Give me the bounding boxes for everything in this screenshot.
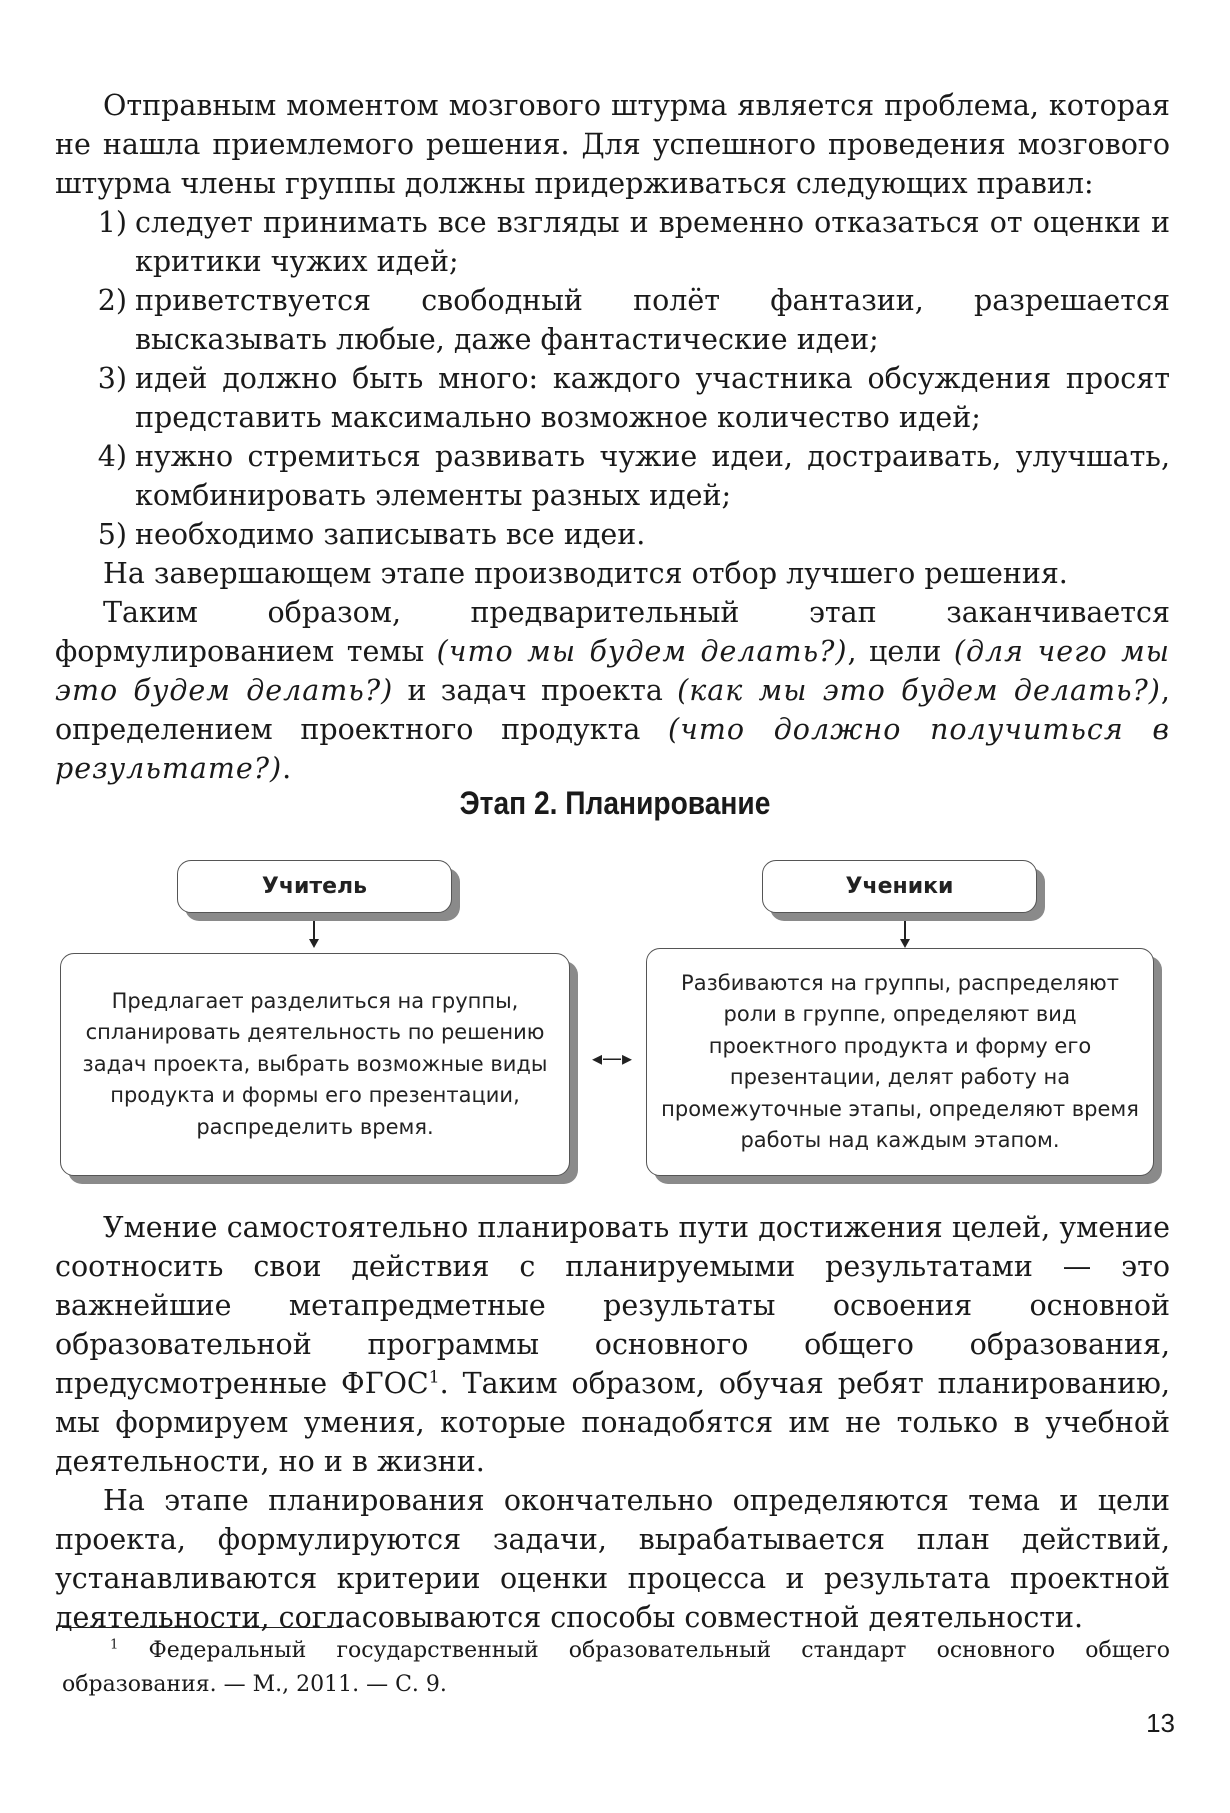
- footnote-divider: [62, 1627, 342, 1628]
- page-number: 13: [1146, 1708, 1175, 1738]
- footnote: $^1$ Федеральный государственный образовательный стандарт основного общего образования. — М., 2011. — С. 9.: [62, 1637, 1170, 1697]
- teacher-description-box: Предлагает разделиться на группы, спланировать деятельность по решению задач проекта, выбрать возможные виды продукта и формы его презентации, распределить время.: [60, 953, 570, 1176]
- teacher-connector: [313, 921, 315, 939]
- students-header-box: Ученики: [762, 860, 1037, 913]
- footnote-ref: 1: [428, 1367, 440, 1388]
- body-text: [55, 1208, 1170, 1637]
- intro-paragraph: Отправным моментом мозгового штурма является проблема, которая не нашла приемлемого решения. Для успешного проведения мозгового штурма члены группы должны придерживаться следующих правил:: [55, 89, 1170, 200]
- intro-text: [55, 86, 1170, 788]
- rule-item: 4) нужно стремиться развивать чужие идеи, достраивать, улучшать, комбинировать элементы разных идей;: [97, 440, 1170, 512]
- final-stage-paragraph: На завершающем этапе производится отбор лучшего решения.: [103, 557, 1068, 590]
- section-title: Этап 2. Планирование: [459, 785, 771, 821]
- students-connector: [904, 921, 906, 939]
- rule-item: 2) приветствуется свободный полёт фантазии, разрешается высказывать любые, даже фантастические идеи;: [97, 284, 1170, 356]
- body-paragraph-2: На этапе планирования окончательно определяются тема и цели проекта, формулируются задачи, вырабатывается план действий, устанавливаются критерии оценки процесса и результата проектной деятельности, согласовываются способы совместной деятельности.: [55, 1484, 1170, 1634]
- teacher-arrowhead-icon: [309, 939, 319, 948]
- double-arrow-icon: ◂—▸: [591, 1046, 633, 1070]
- students-arrowhead-icon: [900, 939, 910, 948]
- rule-item: 3) идей должно быть много: каждого участника обсуждения просят представить максимально возможное количество идей;: [97, 362, 1170, 434]
- teacher-header-box: Учитель: [177, 860, 452, 913]
- rule-item: 1) следует принимать все взгляды и временно отказаться от оценки и критики чужих идей;: [97, 206, 1170, 278]
- summary-paragraph: Таким образом, предварительный этап заканчивается формулированием темы (что мы будем делать?), цели (для чего мы это будем делать?) и задач проекта (как мы это будем делать?), определением проектного продукта (что должно получиться в результате?).: [55, 596, 1170, 785]
- students-description-box: Разбиваются на группы, распределяют роли в группе, определяют вид проектного продукта и форму его презентации, делят работу на промежуточные этапы, определяют время работы над каждым этапом.: [646, 948, 1154, 1176]
- body-paragraph-1: Умение самостоятельно планировать пути достижения целей, умение соотносить свои действия с планируемыми результатами — это важнейшие метапредметные результаты освоения основной образовательной программы основного общего образования, предусмотренные ФГОС$^1$. Таким образом, обучая ребят планированию, мы формируем умения, которые понадобятся им не только в учебной деятельности, но и в жизни.: [55, 1211, 1170, 1478]
- rule-item: 5) необходимо записывать все идеи.: [97, 518, 646, 551]
